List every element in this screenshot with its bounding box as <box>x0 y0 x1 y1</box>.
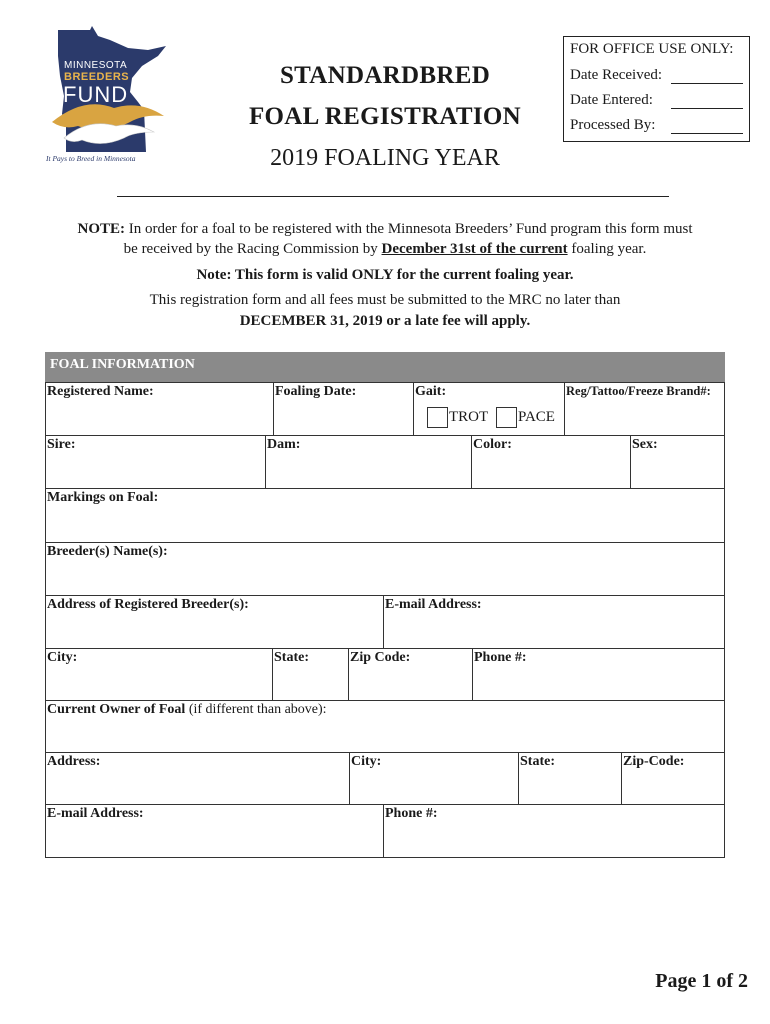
registered-name-label: Registered Name: <box>47 384 154 399</box>
office-date-received-field[interactable] <box>671 69 743 84</box>
breeder-address-field[interactable] <box>45 595 384 649</box>
foaling-date-field[interactable] <box>273 382 414 436</box>
office-processed-by-label: Processed By: <box>570 117 656 133</box>
owner-email-label: E-mail Address: <box>47 806 144 821</box>
note-text-1: In order for a foal to be registered with the Minnesota Breeders’ Fund program this form must <box>125 221 693 237</box>
note-line-1 <box>20 221 750 238</box>
note-text-2-post: foaling year. <box>567 241 647 257</box>
markings-field[interactable] <box>45 488 725 543</box>
breeder-zip-field[interactable] <box>348 648 473 701</box>
page-number: Page 1 of 2 <box>655 970 748 992</box>
logo-line-breeders: BREEDERS <box>64 71 130 83</box>
owner-state-field[interactable] <box>518 752 622 805</box>
logo-tagline: It Pays to Breed in Minnesota <box>46 154 136 163</box>
note-deadline-emphasis: December 31st of the current <box>381 241 568 257</box>
note-label: NOTE: <box>77 221 125 237</box>
breeder-address-label: Address of Registered Breeder(s): <box>47 597 249 612</box>
title-standardbred: STANDARDBRED <box>279 62 491 89</box>
breeder-email-label: E-mail Address: <box>385 597 482 612</box>
office-processed-by-field[interactable] <box>671 119 743 134</box>
registered-name-field[interactable] <box>45 382 274 436</box>
owner-zip-field[interactable] <box>621 752 725 805</box>
gait-field <box>413 382 565 436</box>
note-text-2-pre: be received by the Racing Commission by <box>123 241 382 257</box>
breeder-city-label: City: <box>47 650 78 665</box>
owner-email-field[interactable] <box>45 804 384 858</box>
logo-line-fund: FUND <box>63 82 129 107</box>
reg-tattoo-field[interactable] <box>564 382 725 436</box>
minnesota-breeders-fund-logo <box>44 26 176 166</box>
deadline-line-2: DECEMBER 31, 2019 or a late fee will apply. <box>239 313 531 329</box>
foal-information-header: FOAL INFORMATION <box>45 352 725 382</box>
pace-checkbox[interactable] <box>496 407 517 428</box>
deadline-line-1: This registration form and all fees must be submitted to the MRC no later than <box>149 292 621 308</box>
trot-checkbox[interactable] <box>427 407 448 428</box>
color-label: Color: <box>473 437 512 452</box>
office-date-entered-field[interactable] <box>671 94 743 109</box>
gait-label: Gait: <box>415 384 447 399</box>
breeder-state-field[interactable] <box>272 648 349 701</box>
owner-state-label: State: <box>520 754 555 769</box>
reg-tattoo-label: Reg/Tattoo/Freeze Brand#: <box>566 384 711 398</box>
breeder-state-label: State: <box>274 650 309 665</box>
breeder-phone-label: Phone #: <box>474 650 527 665</box>
breeder-email-field[interactable] <box>383 595 725 649</box>
color-field[interactable] <box>471 435 631 489</box>
current-owner-note: (if different than above): <box>185 702 327 717</box>
office-date-received-label: Date Received: <box>570 67 663 83</box>
title-foal-registration: FOAL REGISTRATION <box>248 103 522 130</box>
office-use-box <box>563 36 750 142</box>
office-heading: FOR OFFICE USE ONLY: <box>570 41 734 57</box>
owner-zip-label: Zip-Code: <box>623 754 685 769</box>
owner-address-field[interactable] <box>45 752 350 805</box>
breeder-zip-label: Zip Code: <box>350 650 411 665</box>
title-divider <box>117 196 669 197</box>
dam-field[interactable] <box>265 435 472 489</box>
office-processed-by <box>570 117 743 134</box>
title-foaling-year: 2019 FOALING YEAR <box>270 145 500 171</box>
office-date-received <box>570 67 743 84</box>
dam-label: Dam: <box>267 437 301 452</box>
markings-label: Markings on Foal: <box>47 490 159 505</box>
note-line-2 <box>20 241 750 258</box>
breeders-name-label: Breeder(s) Name(s): <box>47 544 168 559</box>
foaling-date-label: Foaling Date: <box>275 384 357 399</box>
logo-line-minnesota: MINNESOTA <box>64 60 128 71</box>
owner-phone-field[interactable] <box>383 804 725 858</box>
owner-city-label: City: <box>351 754 382 769</box>
breeders-name-field[interactable] <box>45 542 725 596</box>
breeder-city-field[interactable] <box>45 648 273 701</box>
current-owner-label-bold: Current Owner of Foal <box>47 702 186 717</box>
sire-label: Sire: <box>47 437 76 452</box>
current-owner-label <box>47 702 327 718</box>
pace-label: PACE <box>518 409 555 425</box>
valid-note: Note: This form is valid ONLY for the current foaling year. <box>196 267 574 283</box>
office-date-entered <box>570 92 743 109</box>
office-date-entered-label: Date Entered: <box>570 92 653 108</box>
current-owner-field[interactable] <box>45 700 725 753</box>
owner-phone-label: Phone #: <box>385 806 438 821</box>
owner-address-label: Address: <box>47 754 101 769</box>
sex-field[interactable] <box>630 435 725 489</box>
sire-field[interactable] <box>45 435 266 489</box>
breeder-phone-field[interactable] <box>472 648 725 701</box>
owner-city-field[interactable] <box>349 752 519 805</box>
trot-label: TROT <box>449 409 489 425</box>
sex-label: Sex: <box>632 437 658 452</box>
